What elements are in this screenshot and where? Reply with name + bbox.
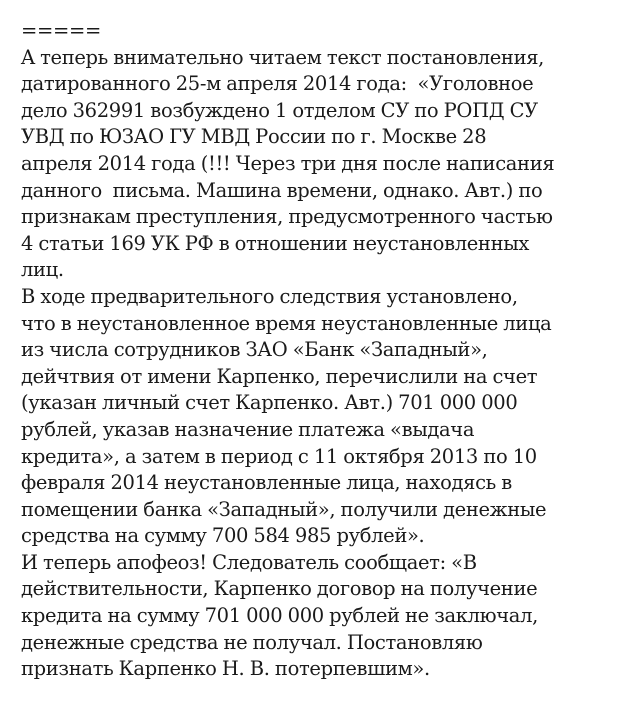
text-line: февраля 2014 неустановленные лица, находясь в (21, 471, 512, 495)
separator-line: ===== (21, 19, 101, 42)
text-line: датированного 25-м апреля 2014 года: «Уголовное (21, 72, 534, 96)
text-line: В ходе предварительного следствия установлено, (21, 284, 518, 308)
text-line: УВД по ЮЗАО ГУ МВД России по г. Москве 28 (21, 125, 487, 149)
text-line: апреля 2014 года (!!! Через три дня после написания (21, 151, 555, 175)
text-line: признать Карпенко Н. В. потерпевшим». (21, 657, 430, 681)
text-line: И теперь апофеоз! Следователь сообщает: «В (21, 550, 477, 574)
text-line: средства на сумму 700 584 985 рублей». (21, 524, 425, 548)
text-line: дейчтвия от имени Карпенко, перечислили на счет (21, 364, 538, 388)
text-line: действительности, Карпенко договор на получение (21, 577, 538, 601)
text-line: данного письма. Машина времени, однако. Авт.) по (21, 178, 543, 202)
text-line: помещении банка «Западный», получили денежные (21, 497, 547, 521)
text-line: что в неустановленное время неустановленные лица (21, 311, 552, 335)
text-line: лиц. (21, 258, 64, 282)
text-line: кредита», а затем в период с 11 октября 2013 по 10 (21, 444, 537, 468)
text-line: A теперь внимательно читаем текст постановления, (21, 45, 545, 69)
text-line: дело 362991 возбуждено 1 отделом СУ по РОПД СУ (21, 98, 538, 122)
text-line: рублей, указав назначение платежа «выдача (21, 417, 475, 441)
text-line: из числа сотрудников ЗАО «Банк «Западный», (21, 338, 488, 362)
text-line: кредита на сумму 701 000 000 рублей не заключал, (21, 604, 538, 628)
text-line: признакам преступления, предусмотренного частью (21, 205, 553, 229)
document-body (21, 18, 611, 683)
text-line: 4 статьи 169 УК РФ в отношении неустановленных (21, 231, 530, 255)
text-line: (указан личный счет Карпенко. Авт.) 701 000 000 (21, 391, 518, 415)
text-line: денежные средства не получал. Постановляю (21, 630, 483, 654)
